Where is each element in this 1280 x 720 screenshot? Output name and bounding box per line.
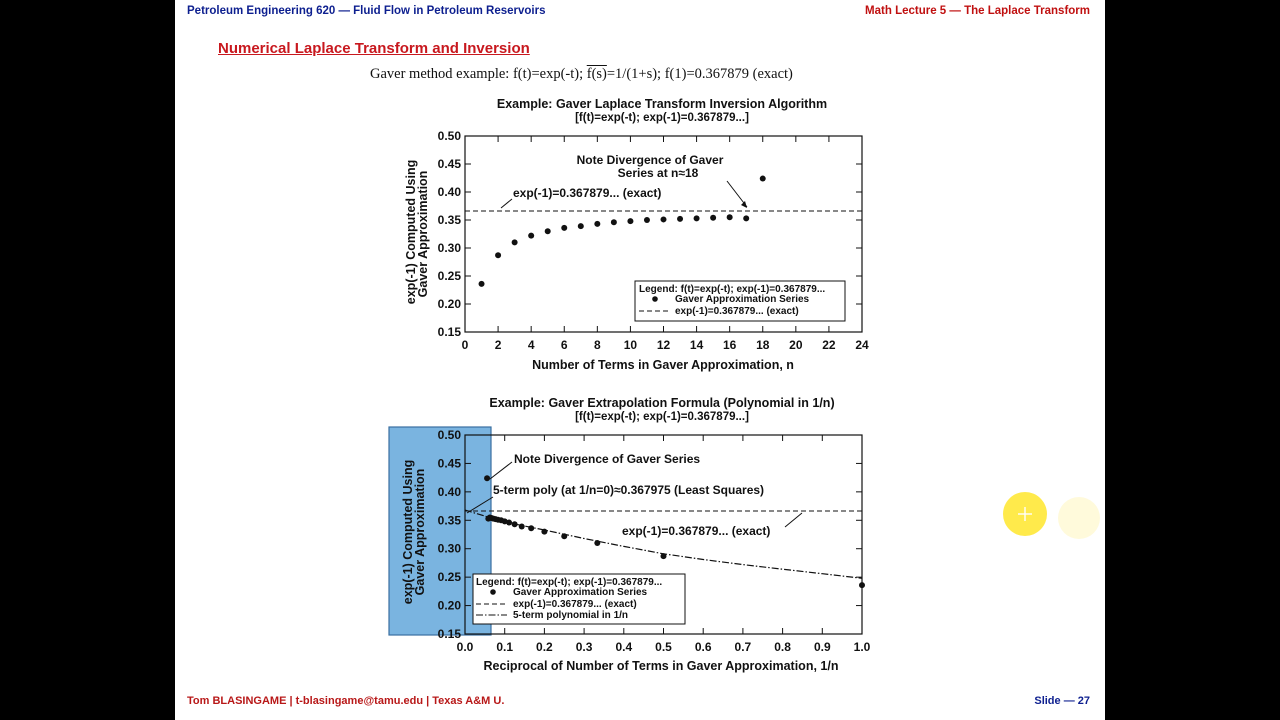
chart2-poly-label: 5-term poly (at 1/n=0)≈0.367975 (Least Squares) (493, 483, 765, 497)
chart2-legend-item-series: Gaver Approximation Series (513, 587, 648, 598)
slide-number: Slide — 27 (1034, 695, 1090, 707)
subtitle-fs-rhs: =1/(1+s); (606, 66, 665, 82)
chart1-ytick-label: 0.15 (437, 325, 461, 339)
chart1-exact-label: exp(-1)=0.367879... (exact) (513, 186, 662, 200)
chart2-data-point (561, 533, 567, 539)
chart2-xtick-label: 0.4 (615, 640, 633, 654)
chart1-xtick-label: 8 (593, 338, 601, 352)
chart2-data-point (512, 521, 518, 527)
chart2-xtick-label: 0.5 (655, 640, 672, 654)
chart2-subtitle: [f(t)=exp(-t); exp(-1)=0.367879...] (575, 411, 749, 423)
chart1-ytick-label: 0.25 (437, 269, 461, 283)
chart2-data-point (484, 475, 490, 481)
slide (175, 0, 1105, 720)
chart2-ytick-label: 0.50 (437, 428, 461, 442)
chart2-xtick-label: 0.7 (734, 640, 752, 654)
chart2-ylabel-1: exp(-1) Computed Using (401, 459, 415, 605)
author-footer: Tom BLASINGAME | t-blasingame@tamu.edu | Texas A&M U. (187, 695, 505, 707)
chart1-divergence-note-1: Note Divergence of Gaver (576, 153, 724, 167)
chart1-xtick-label: 6 (560, 338, 568, 352)
chart1-divergence-note-2: Series at n≈18 (617, 166, 699, 180)
subtitle-prefix: Gaver method example: (370, 66, 513, 82)
chart2-xtick-label: 0.0 (456, 640, 474, 654)
chart1-xtick-label: 10 (623, 338, 638, 352)
chart2-exact-label: exp(-1)=0.367879... (exact) (622, 524, 771, 538)
chart1-ytick-label: 0.50 (437, 129, 461, 143)
chart1-ytick-label: 0.45 (437, 157, 461, 171)
chart1-ytick-label: 0.30 (437, 241, 461, 255)
chart2-title: Example: Gaver Extrapolation Formula (Polynomial in 1/n) (489, 396, 835, 410)
chart1-ytick-label: 0.40 (437, 185, 461, 199)
chart1-xtick-label: 2 (494, 338, 502, 352)
chart1-xtick-label: 14 (689, 338, 704, 352)
chart2-legend-dot (490, 589, 496, 595)
chart2-ytick-label: 0.25 (437, 570, 461, 585)
chart1-xtick-label: 4 (527, 338, 535, 352)
chart1-ytick-label: 0.20 (437, 297, 461, 311)
chart2-ytick-label: 0.45 (437, 456, 461, 471)
chart1-legend-title: Legend: f(t)=exp(-t); exp(-1)=0.367879... (639, 284, 826, 295)
chart1-legend-item-exact: exp(-1)=0.367879... (exact) (675, 306, 799, 317)
chart2-xtick-label: 0.6 (694, 640, 712, 654)
chart2-ytick-label: 0.20 (437, 598, 461, 613)
chart2-legend-item-poly: 5-term polynomial in 1/n (513, 610, 629, 621)
lecture-header: Math Lecture 5 — The Laplace Transform (865, 5, 1090, 17)
chart1-xlabel: Number of Terms in Gaver Approximation, n (532, 358, 794, 372)
cursor-trail (1058, 497, 1100, 539)
chart2-poly-line (465, 510, 862, 578)
chart2-xtick-label: 1.0 (853, 640, 871, 654)
chart1-ytick-label: 0.35 (437, 213, 461, 227)
chart2-data-point (519, 524, 525, 530)
chart1-title: Example: Gaver Laplace Transform Inversion Algorithm (496, 97, 828, 111)
subtitle-f1: f(1)=0.367879 (exact) (664, 66, 793, 82)
chart2-data-point (594, 540, 600, 546)
chart2-data-point (528, 525, 534, 531)
chart2-ytick-label: 0.40 (437, 484, 461, 499)
chart1-legend-item-series: Gaver Approximation Series (675, 294, 810, 305)
chart1-subtitle: [f(t)=exp(-t); exp(-1)=0.367879...] (575, 112, 749, 124)
chart1-xtick-label: 20 (789, 338, 803, 352)
chart2-legend-title: Legend: f(t)=exp(-t); exp(-1)=0.367879... (476, 577, 663, 588)
chart2-data-point (541, 529, 547, 535)
chart1-xtick-label: 12 (656, 338, 671, 352)
chart2-exact-arrow (785, 513, 802, 527)
chart2-xtick-label: 0.8 (774, 640, 791, 654)
chart2-legend-item-exact: exp(-1)=0.367879... (exact) (513, 599, 637, 610)
chart2-divergence-arrow (490, 462, 512, 479)
chart1-xtick-label: 0 (461, 338, 469, 352)
chart2-data-point (661, 553, 667, 559)
chart1-ylabel-2: Gaver Approximation (416, 170, 430, 298)
chart2-ylabel-2: Gaver Approximation (413, 468, 427, 596)
chart2-data-point (485, 516, 491, 522)
course-header: Petroleum Engineering 620 — Fluid Flow in Petroleum Reservoirs (187, 5, 546, 17)
chart2-data-point (859, 582, 865, 588)
chart2-ytick-label: 0.35 (437, 513, 461, 528)
chart2-ytick-label: 0.15 (437, 627, 461, 641)
chart1-xtick-label: 24 (855, 338, 869, 352)
chart2-xtick-label: 0.3 (575, 640, 593, 654)
chart2-xtick-label: 0.2 (536, 640, 553, 654)
gaver-extrapolation-chart (175, 0, 1105, 720)
chart1-xtick-label: 18 (756, 338, 770, 352)
chart2-xlabel: Reciprocal of Number of Terms in Gaver Approximation, 1/n (483, 659, 839, 673)
subtitle-fs: f(s) (586, 66, 607, 82)
chart1-ylabel-1: exp(-1) Computed Using (404, 159, 418, 305)
chart1-xtick-label: 22 (822, 338, 836, 352)
crosshair-cursor-icon (1018, 507, 1032, 521)
chart2-xtick-label: 0.9 (813, 640, 831, 654)
chart2-ytick-label: 0.30 (437, 541, 461, 556)
chart1-xtick-label: 16 (722, 338, 737, 352)
chart2-divergence-note: Note Divergence of Gaver Series (514, 452, 701, 466)
subtitle-ft: f(t)=exp(-t); (512, 66, 587, 82)
chart2-xtick-label: 0.1 (496, 640, 514, 654)
slide-title: Numerical Laplace Transform and Inversion (218, 40, 530, 57)
